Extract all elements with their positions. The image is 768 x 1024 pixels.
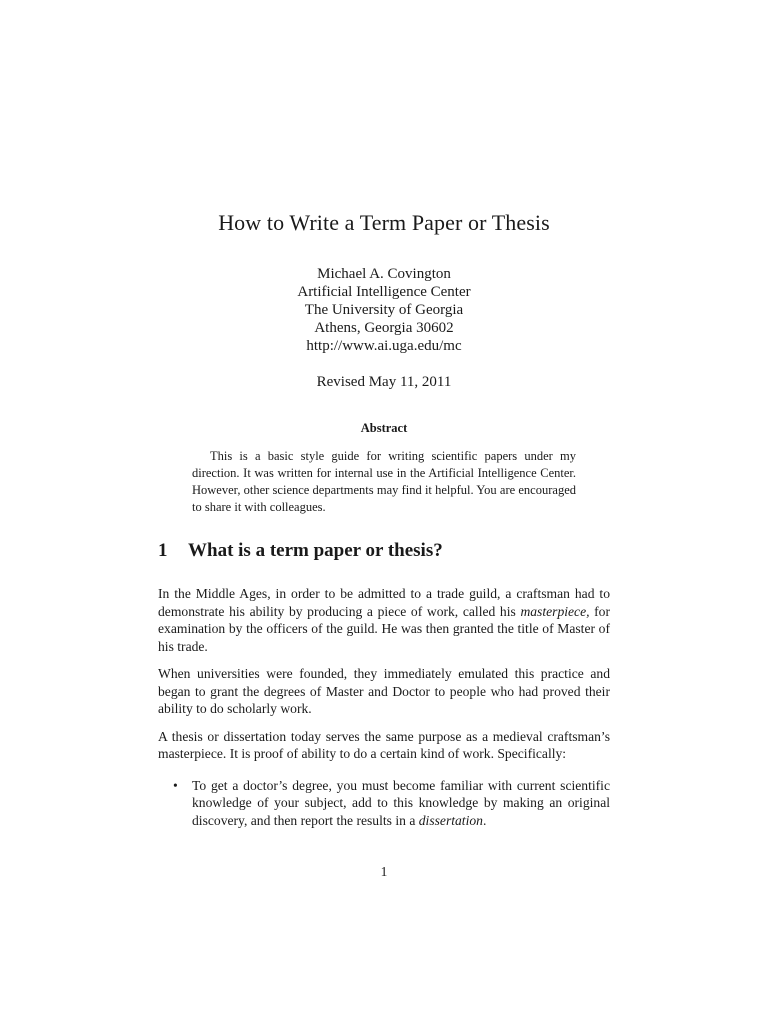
paragraph-1-emphasis: masterpiece,	[520, 603, 590, 619]
list-item	[173, 777, 610, 830]
author-url: http://www.ai.uga.edu/mc	[306, 338, 462, 354]
list-item-emphasis: dissertation	[418, 812, 483, 828]
author-block	[0, 265, 768, 355]
author-affiliation: Artificial Intelligence Center	[297, 284, 471, 300]
paragraph-3: A thesis or dissertation today serves the same purpose as a medieval craftsman’s masterpiece. It is proof of ability to do a certain kind of work. Specifically:	[158, 728, 610, 761]
author-location: Athens, Georgia 30602	[314, 320, 454, 336]
paragraph-1-text-a: In the Middle Ages, in order to be admitted to a trade guild, a craftsman had to demonstrate his ability by producing a piece of work, called his	[158, 586, 610, 619]
section-number: 1	[158, 540, 168, 561]
paragraph-2: When universities were founded, they immediately emulated this practice and began to grant the degrees of Master and Doctor to people who had proved their ability to do scholarly work.	[158, 666, 610, 716]
abstract-heading: Abstract	[360, 421, 408, 435]
section-body	[158, 585, 610, 829]
list-item-text-a: To get a doctor’s degree, you must become familiar with current scientific knowledge of your subject, add to this knowledge by making an original discovery, and then report the results in a	[192, 777, 610, 828]
bullet-icon: •	[173, 777, 178, 793]
list-item-text-b: .	[482, 812, 487, 828]
abstract-text: This is a basic style guide for writing scientific papers under my direction. It was written for internal use in the Artificial Intelligence Center. However, other science departments may find it helpful. You are encouraged to share it with colleagues.	[192, 449, 576, 514]
bullet-list	[158, 777, 610, 830]
section-title: What is a term paper or thesis?	[188, 540, 443, 561]
author-university: The University of Georgia	[304, 302, 464, 318]
revised-date: Revised May 11, 2011	[316, 374, 452, 390]
paragraph-1	[158, 585, 610, 655]
paper-title: How to Write a Term Paper or Thesis	[218, 210, 550, 235]
author-name: Michael A. Covington	[317, 266, 451, 282]
section-heading	[158, 540, 443, 562]
paragraph-1-text-b: for examination by the officers of the guild. He was then granted the title of Master of his trade.	[158, 603, 611, 654]
page-number: 1	[380, 864, 388, 879]
